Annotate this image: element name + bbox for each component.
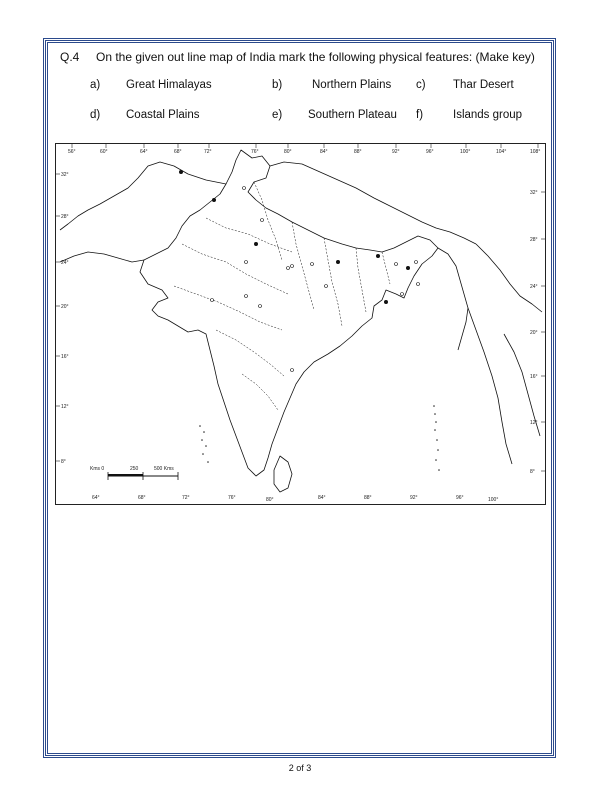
sri-lanka-outline	[274, 456, 292, 492]
top-tick-label: 100°	[460, 149, 471, 155]
left-tick-label: 8°	[61, 459, 66, 465]
left-tick-label: 16°	[61, 354, 69, 360]
bottom-tick-label: 84°	[318, 495, 326, 501]
bottom-tick-label: 88°	[364, 495, 372, 501]
map-svg	[56, 144, 545, 504]
bottom-tick-label: 80°	[266, 497, 274, 503]
top-tick-label: 80°	[284, 149, 292, 155]
scale-end-label: 500 Kms	[154, 466, 174, 472]
option-d-letter: d)	[90, 109, 101, 121]
option-a-letter: a)	[90, 79, 101, 91]
indochina-outline	[476, 244, 542, 312]
top-tick-label: 96°	[426, 149, 434, 155]
right-tick-label: 24°	[530, 284, 538, 290]
bottom-tick-label: 72°	[182, 495, 190, 501]
bottom-tick-label: 76°	[228, 495, 236, 501]
option-e-label: Southern Plateau	[308, 109, 397, 121]
bottom-tick-label: 92°	[410, 495, 418, 501]
left-tick-label: 24°	[61, 260, 69, 266]
top-tick-label: 56°	[68, 149, 76, 155]
option-c-label: Thar Desert	[453, 79, 514, 91]
option-c-letter: c)	[416, 79, 426, 91]
left-tick-label: 12°	[61, 404, 69, 410]
top-tick-label: 72°	[204, 149, 212, 155]
option-a-label: Great Himalayas	[126, 79, 212, 91]
top-tick-label: 88°	[354, 149, 362, 155]
bottom-tick-label: 68°	[138, 495, 146, 501]
top-tick-label: 108°	[530, 149, 541, 155]
right-tick-label: 16°	[530, 374, 538, 380]
left-tick-label: 28°	[61, 214, 69, 220]
left-tick-label: 20°	[61, 304, 69, 310]
top-tick-label: 84°	[320, 149, 328, 155]
question-number: Q.4	[60, 50, 80, 64]
top-tick-label: 64°	[140, 149, 148, 155]
page-number: 2 of 3	[288, 763, 312, 773]
right-tick-label: 12°	[530, 420, 538, 426]
question-text: On the given out line map of India mark the following physical features: (Make key)	[96, 50, 535, 64]
western-border-outline	[60, 162, 226, 230]
top-tick-label: 60°	[100, 149, 108, 155]
arabian-coast-outline	[60, 252, 144, 262]
option-f-label: Islands group	[453, 109, 523, 121]
top-tick-label: 76°	[251, 149, 259, 155]
top-tick-label: 68°	[174, 149, 182, 155]
scale-start-label: Kms 0	[90, 466, 105, 472]
option-b-label: Northern Plains	[312, 79, 392, 91]
left-tick-label: 32°	[61, 172, 69, 178]
myanmar-outline	[438, 248, 468, 350]
option-b-letter: b)	[272, 79, 283, 91]
scale-mid-label: 250	[130, 466, 139, 472]
malay-peninsula-outline	[468, 308, 512, 464]
tibet-border-outline	[270, 162, 476, 244]
india-outline	[140, 150, 438, 476]
right-tick-label: 20°	[530, 330, 538, 336]
map-scale-bar	[90, 466, 178, 480]
bottom-tick-label: 100°	[488, 497, 499, 503]
bottom-tick-label: 64°	[92, 495, 100, 501]
top-tick-label: 92°	[392, 149, 400, 155]
right-tick-label: 28°	[530, 237, 538, 243]
option-e-letter: e)	[272, 109, 283, 121]
bottom-tick-label: 96°	[456, 495, 464, 501]
option-f-letter: f)	[416, 109, 424, 121]
top-tick-label: 104°	[496, 149, 507, 155]
option-d-label: Coastal Plains	[126, 109, 200, 121]
right-tick-label: 8°	[530, 469, 535, 475]
right-tick-label: 32°	[530, 190, 538, 196]
outline-map-india	[55, 143, 546, 505]
